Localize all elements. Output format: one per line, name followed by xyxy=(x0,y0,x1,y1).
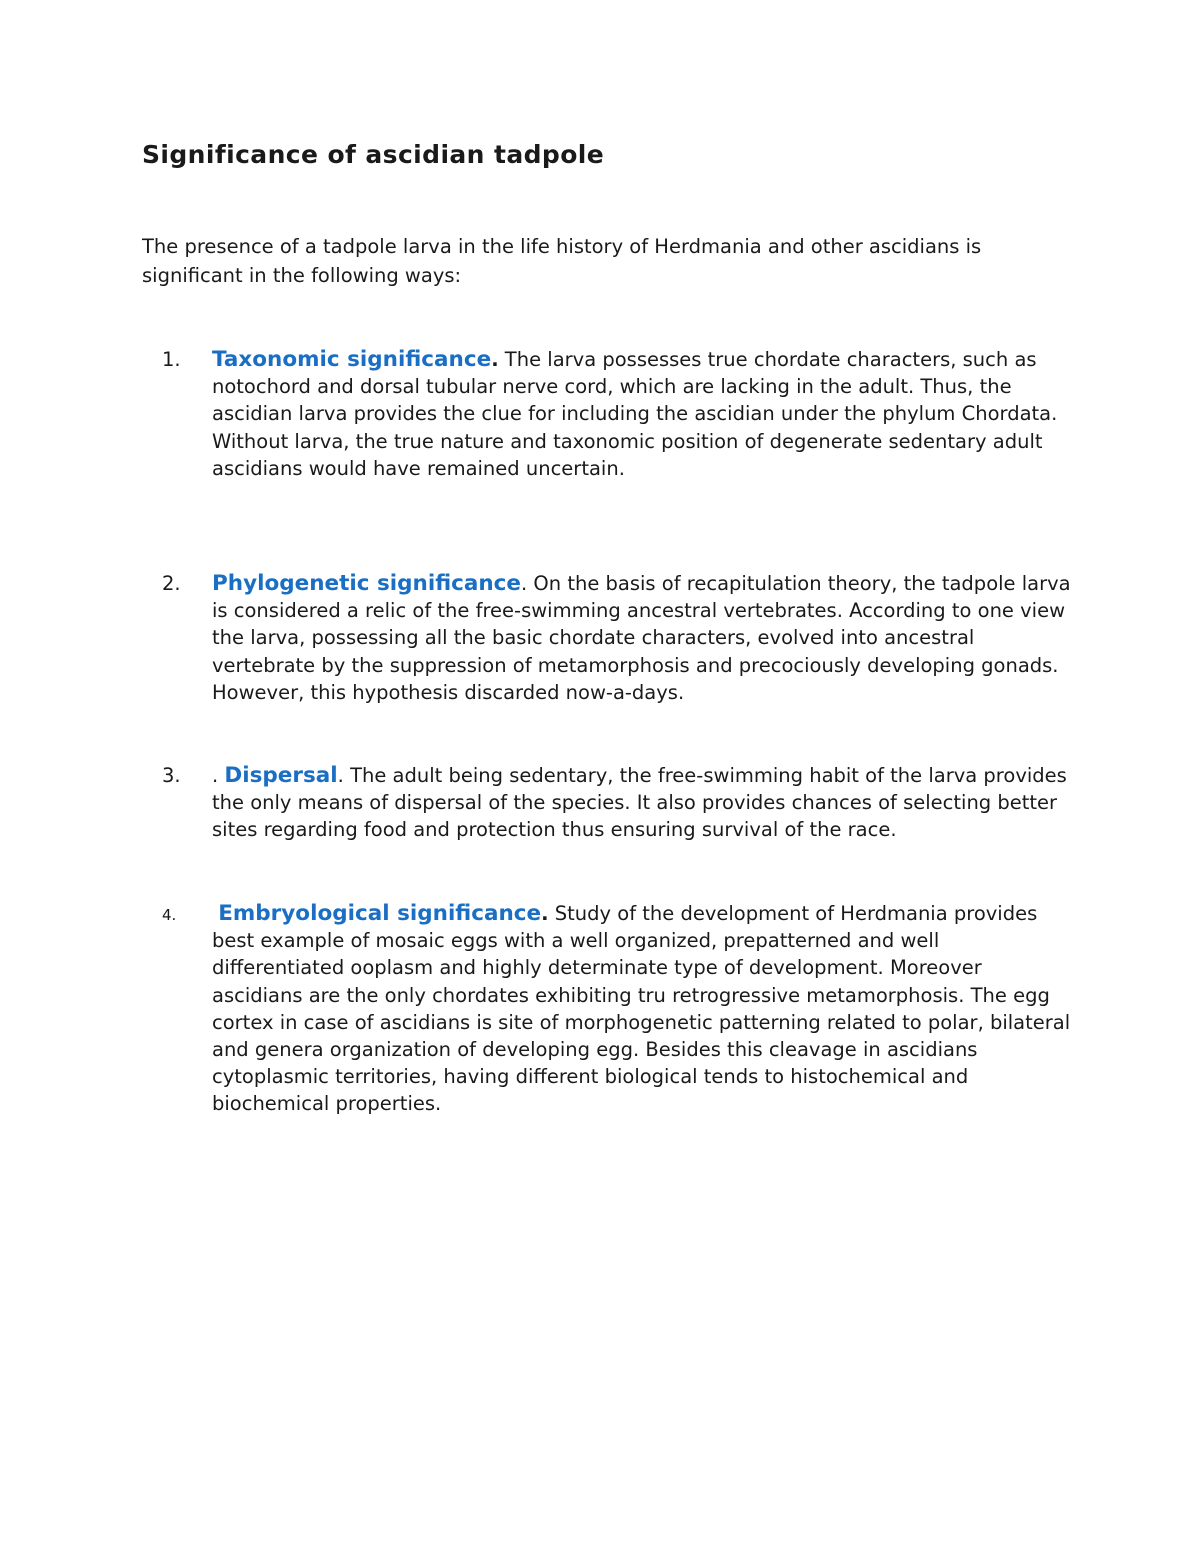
list-item-body xyxy=(212,570,1072,706)
item-text: . On the basis of recapitulation theory, the tadpole larva is considered a relic of the free-swimming ancestral vertebrates. According to one view the larva, possessing all the basic chordate characters, evolved into ancestral vertebrate by the suppression of metamorphosis and precociously developing gonads. However, this hypothesis discarded now-a-days. xyxy=(212,572,1071,704)
intro-paragraph: The presence of a tadpole larva in the life history of Herdmania and other ascidians is significant in the following ways: xyxy=(142,235,982,287)
item-text: Study of the development of Herdmania provides best example of mosaic eggs with a well organized, prepatterned and well differentiated ooplasm and highly determinate type of development. Moreover ascidians are the only chordates exhibiting tru retrogressive metamorphosis. The egg cortex in case of ascidians is site of morphogenetic patterning related to polar, bilateral and genera organization of developing egg. Besides this cleavage in ascidians cytoplasmic territories, having different biological tends to histochemical and biochemical properties. xyxy=(212,902,1071,1116)
item-prefix: . xyxy=(212,764,225,787)
heading-terminator: . xyxy=(541,902,549,925)
item-heading: Embryological significance xyxy=(218,901,542,926)
list-item-body xyxy=(212,762,1072,844)
list-item-body xyxy=(212,900,1072,1118)
list-item-taxonomic xyxy=(162,346,1072,482)
item-heading: Dispersal xyxy=(224,763,338,788)
page-title: Significance of ascidian tadpole xyxy=(142,140,605,169)
list-number: 1. xyxy=(162,348,181,371)
list-number: 3. xyxy=(162,764,181,787)
list-item-body xyxy=(212,346,1072,482)
list-item-phylogenetic xyxy=(162,570,1072,706)
heading-terminator: . xyxy=(491,348,499,371)
list-number: 4. xyxy=(162,906,177,924)
list-number: 2. xyxy=(162,572,181,595)
list-item-embryological xyxy=(162,900,1072,1118)
item-heading: Phylogenetic significance xyxy=(212,571,522,596)
item-text: The larva possesses true chordate characters, such as notochord and dorsal tubular nerve cord, which are lacking in the adult. Thus, the ascidian larva provides the clue for including the ascidian under the phylum Chordata. Without larva, the true nature and taxonomic position of degenerate sedentary adult ascidians would have remained uncertain. xyxy=(212,348,1058,480)
list-item-dispersal xyxy=(162,762,1072,844)
item-heading: Taxonomic significance xyxy=(212,347,492,372)
item-text: . The adult being sedentary, the free-swimming habit of the larva provides the only means of dispersal of the species. It also provides chances of selecting better sites regarding food and protection thus ensuring survival of the race. xyxy=(212,764,1067,842)
